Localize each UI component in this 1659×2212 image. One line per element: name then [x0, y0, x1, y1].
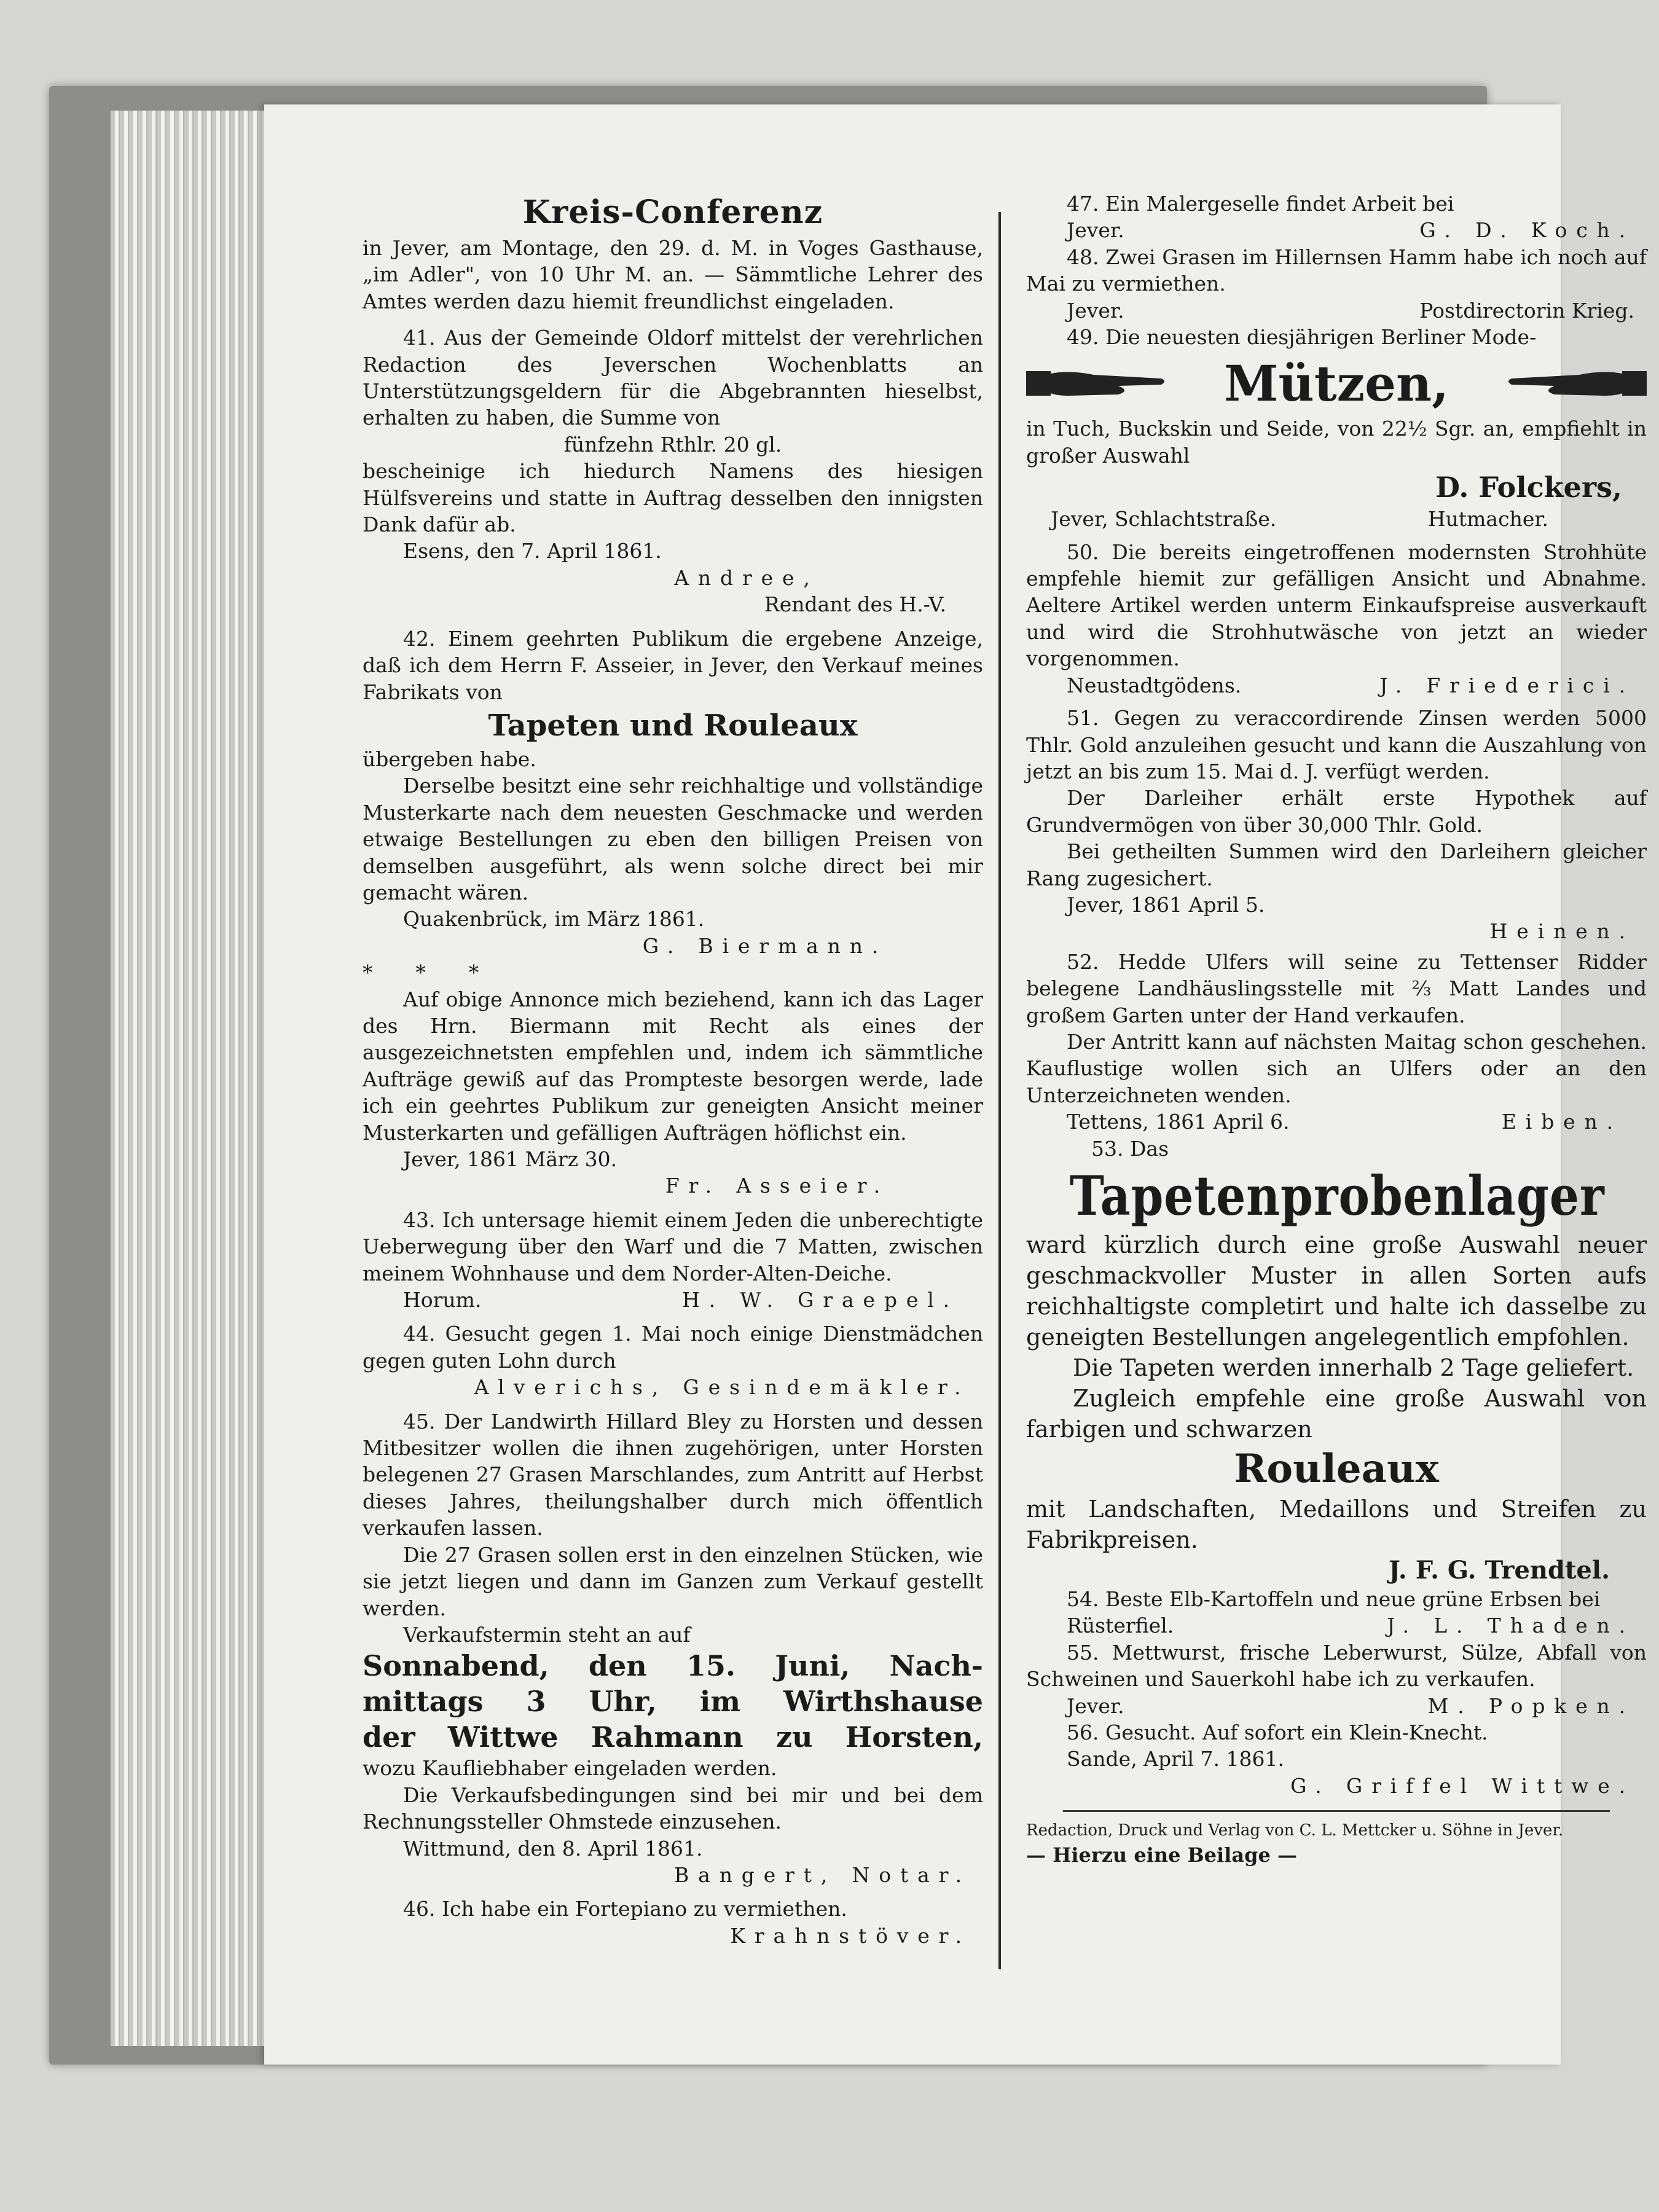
ad-53-title: Tapetenprobenlager: [1069, 1164, 1605, 1228]
ad-45-text4: wozu Kaufliebhaber eingeladen werden.: [363, 1756, 777, 1781]
ad-49-role: Hutmacher.: [1427, 507, 1548, 531]
ad-51-signature: Heinen.: [1489, 919, 1634, 944]
ad-42-text: 42. Einem geehrten Publikum die ergebene Anzeige, daß ich dem Herrn F. Asseier, in Jever, den Verkauf meines Fabrikats von: [363, 626, 983, 704]
ad-47-signature: G. D. Koch.: [1419, 218, 1634, 243]
ad-44-signature: Alverichs, Gesindemäkler.: [474, 1375, 970, 1400]
ad-51-place: Jever, 1861 April 5.: [1067, 892, 1265, 917]
supplement-note: — Hierzu eine Beilage —: [1026, 1843, 1297, 1867]
ad-42-place: Quakenbrück, im März 1861.: [403, 907, 705, 931]
ad-53-lead: 53. Das: [1091, 1136, 1169, 1161]
ad-42b-signature: Fr. Asseier.: [665, 1174, 890, 1198]
imprint-rule: [1063, 1810, 1610, 1812]
ad-49-footer: [1026, 506, 1647, 532]
ad-53-text4: mit Landschaften, Medaillons und Streifen zu Fabrikpreisen.: [1026, 1496, 1647, 1553]
ad-45-auction-line-3: der Wittwe Rahmann zu Horsten,: [363, 1720, 983, 1754]
ad-45-auction-line-1: Sonnabend, den 15. Juni, Nach-: [363, 1649, 983, 1683]
ad-47-place: Jever.: [1067, 218, 1124, 243]
ad-49-text: 49. Die neuesten diesjährigen Berliner Mode-: [1067, 325, 1537, 350]
ad-42b-text: Auf obige Annonce mich beziehend, kann ich das Lager des Hrn. Biermann mit Recht als eines der ausgezeichnetsten empfehlen und, indem ich sämmtliche Aufträge gewiß auf das Prompteste besorgen werde, lade ich ein geehrtes Publikum zur geneigten Ansicht meiner Musterkarten und gefälligen Aufträgen höflichst ein.: [363, 987, 983, 1145]
ad-45-auction-line-2: mittags 3 Uhr, im Wirthshause: [363, 1685, 983, 1719]
ad-42-text3: Derselbe besitzt eine sehr reichhaltige und vollständige Musterkarte nach dem neuesten Geschmacke und werden etwaige Bestellungen zu eben den billigen Preisen von demselben ausgeführt, als wenn solche direct bei mir gemacht wären.: [363, 774, 983, 904]
ad-53-title2: Rouleaux: [1234, 1446, 1439, 1492]
ad-41-signature: Andree,: [674, 565, 819, 590]
ad-41-sum: fünfzehn Rthlr. 20 gl.: [563, 432, 782, 457]
ad-50-signature: J. Friederici.: [1379, 673, 1634, 697]
ad-43-signature: H. W. Graepel.: [682, 1288, 959, 1312]
ad-49-title: Mützen,: [1223, 355, 1449, 413]
ad-45-text: 45. Der Landwirth Hillard Bley zu Horsten und dessen Mitbesitzer wollen die ihnen zugehörigen, unter Horsten belegenen 27 Grasen Marschlandes, zum Antritt auf Herbst dieses Jahres, theilungshalber durch mich öffentlich verkaufen lassen.: [363, 1409, 983, 1540]
ad-55-text: 55. Mettwurst, frische Leberwurst, Sülze, Abfall von Schweinen und Sauerkohl habe ich zu verkaufen.: [1026, 1640, 1647, 1692]
ad-48-place: Jever.: [1067, 298, 1124, 323]
ad-45-signature: Bangert, Notar.: [674, 1862, 971, 1887]
ad-54-text: 54. Beste Elb-Kartoffeln und neue grüne Erbsen bei: [1067, 1587, 1601, 1611]
newspaper-page: [264, 104, 1647, 2065]
conference-text: in Jever, am Montage, den 29. d. M. in Voges Gasthause, „im Adler", von 10 Uhr M. an. — Sämmtliche Lehrer des Amtes werden dazu hiemit freundlichst eingeladen.: [363, 236, 983, 313]
ad-48-text: 48. Zwei Grasen im Hillernsen Hamm habe ich noch auf Mai zu vermiethen.: [1026, 245, 1647, 296]
ad-54-place: Rüsterfiel.: [1067, 1614, 1174, 1638]
pointing-hand-right-icon: [1026, 365, 1167, 402]
ad-42-title: Tapeten und Rouleaux: [488, 708, 858, 743]
ad-43-text: 43. Ich untersage hiemit einem Jeden die unberechtigte Ueberwegung über den Warf und die 7 Matten, zwischen meinem Wohnhause und dem Norder-Alten-Deiche.: [363, 1207, 983, 1285]
ad-52-text2: Der Antritt kann auf nächsten Maitag schon geschehen. Kauflustige wollen sich an Ulfers oder an den Unterzeichneten wenden.: [1026, 1029, 1647, 1107]
ad-46-text: 46. Ich habe ein Fortepiano zu vermiethen.: [403, 1897, 847, 1921]
ad-41-role: Rendant des H.-V.: [764, 592, 946, 617]
ad-50-text: 50. Die bereits eingetroffenen modernsten Strohhüte empfehle hiemit zur gefälligen Ansicht und Abnahme. Aeltere Artikel werden unterm Einkaufspreise ausverkauft und wird die Strohhutwäsche von jetzt an wieder vorgenommen.: [1026, 539, 1647, 671]
ad-52-text: 52. Hedde Ulfers will seine zu Tettenser Ridder belegene Landhäuslingsstelle mit ⅔ Matt Landes und großem Garten unter der Hand verkaufen.: [1026, 949, 1647, 1027]
ad-49-firm: D. Folckers,: [1435, 471, 1622, 504]
left-column: [363, 190, 983, 1949]
conference-title: Kreis-Conferenz: [522, 194, 823, 231]
ad-56-place: Sande, April 7. 1861.: [1067, 1747, 1284, 1771]
ad-47-footer: [1026, 217, 1647, 243]
ad-41-text2: bescheinige ich hiedurch Namens des hiesigen Hülfsvereins und statte in Auftrag desselben den innigsten Dank dafür ab.: [363, 459, 983, 537]
ad-49-place: Jever, Schlachtstraße.: [1051, 507, 1277, 531]
ad-41-place: Esens, den 7. April 1861.: [403, 539, 662, 563]
ad-56-signature: G. Griffel Wittwe.: [1290, 1773, 1634, 1798]
ad-53-firm: J. F. G. Trendtel.: [1389, 1556, 1610, 1585]
ad-48-footer: [1026, 297, 1647, 324]
ad-53-text3: Zugleich empfehle eine große Auswahl von farbigen und schwarzen: [1026, 1385, 1647, 1443]
ad-55-footer: [1026, 1693, 1647, 1719]
ad-53-text: ward kürzlich durch eine große Auswahl neuer geschmackvoller Muster in allen Sorten aufs reichhaltigste completirt und halte ich dasselbe zu geneigten Bestellungen angelegentlich empfohlen.: [1026, 1231, 1647, 1351]
ad-42-signature: G. Biermann.: [642, 933, 888, 958]
ad-52-footer: [1026, 1108, 1647, 1135]
ad-42b-place: Jever, 1861 März 30.: [403, 1147, 618, 1171]
ad-45-text3: Verkaufstermin steht an auf: [403, 1622, 691, 1647]
ad-51-text3: Bei getheilten Summen wird den Darleihern gleicher Rang zugesichert.: [1026, 839, 1647, 890]
ad-51-text: 51. Gegen zu veraccordirende Zinsen werden 5000 Thlr. Gold anzuleihen gesucht und kann die Auszahlung von jetzt an bis zum 15. Mai d. J. verfügt werden.: [1026, 706, 1647, 783]
ad-50-place: Neustadtgödens.: [1067, 673, 1242, 697]
ad-53-text2: Die Tapeten werden innerhalb 2 Tage geliefert.: [1073, 1354, 1634, 1381]
ad-52-place: Tettens, 1861 April 6.: [1067, 1110, 1290, 1134]
ad-54-footer: [1026, 1612, 1647, 1639]
ad-50-footer: [1026, 672, 1647, 699]
ad-49-text2: in Tuch, Buckskin und Seide, von 22½ Sgr. an, empfiehlt in großer Auswahl: [1026, 417, 1647, 468]
ad-55-signature: M. Popken.: [1427, 1693, 1634, 1718]
ad-49-title-row: [1026, 354, 1647, 413]
ad-56-text: 56. Gesucht. Auf sofort ein Klein-Knecht.: [1067, 1720, 1488, 1745]
imprint: Redaction, Druck und Verlag von C. L. Mettcker u. Söhne in Jever.: [1026, 1821, 1564, 1840]
ad-48-signature: Postdirectorin Krieg.: [1419, 298, 1634, 323]
ad-55-place: Jever.: [1067, 1693, 1124, 1718]
ad-45-text2: Die 27 Grasen sollen erst in den einzelnen Stücken, wie sie jetzt liegen und dann im Ganzen zum Verkauf gestellt werden.: [363, 1542, 983, 1620]
ad-42-text2: übergeben habe.: [363, 747, 536, 771]
ad-45-text5: Die Verkaufsbedingungen sind bei mir und bei dem Rechnungssteller Ohmstede einzusehen.: [363, 1783, 983, 1834]
right-column: [1026, 190, 1647, 1867]
ad-43-place: Horum.: [403, 1288, 482, 1312]
ad-44-text: 44. Gesucht gegen 1. Mai noch einige Dienstmädchen gegen guten Lohn durch: [363, 1322, 983, 1373]
pointing-hand-left-icon: [1505, 365, 1647, 402]
column-divider: [998, 212, 1001, 1969]
ad-51-text2: Der Darleiher erhält erste Hypothek auf Grundvermögen von über 30,000 Thlr. Gold.: [1026, 786, 1647, 837]
ad-47-text: 47. Ein Malergeselle findet Arbeit bei: [1067, 192, 1454, 216]
ad-41-text: 41. Aus der Gemeinde Oldorf mittelst der verehrlichen Redaction des Jeverschen Wochenblatts an Unterstützungsgeldern für die Abgebrannten hieselbst, erhalten zu haben, die Summe von: [363, 326, 983, 430]
ad-54-signature: J. L. Thaden.: [1387, 1614, 1634, 1638]
ad-45-place: Wittmund, den 8. April 1861.: [403, 1836, 703, 1861]
ad-43-footer: [363, 1287, 983, 1313]
ad-46-signature: Krahnstöver.: [730, 1923, 971, 1948]
ad-52-signature: Eiben.: [1501, 1110, 1622, 1134]
page-edges: [111, 111, 270, 2046]
separator-stars: * * *: [363, 960, 497, 985]
